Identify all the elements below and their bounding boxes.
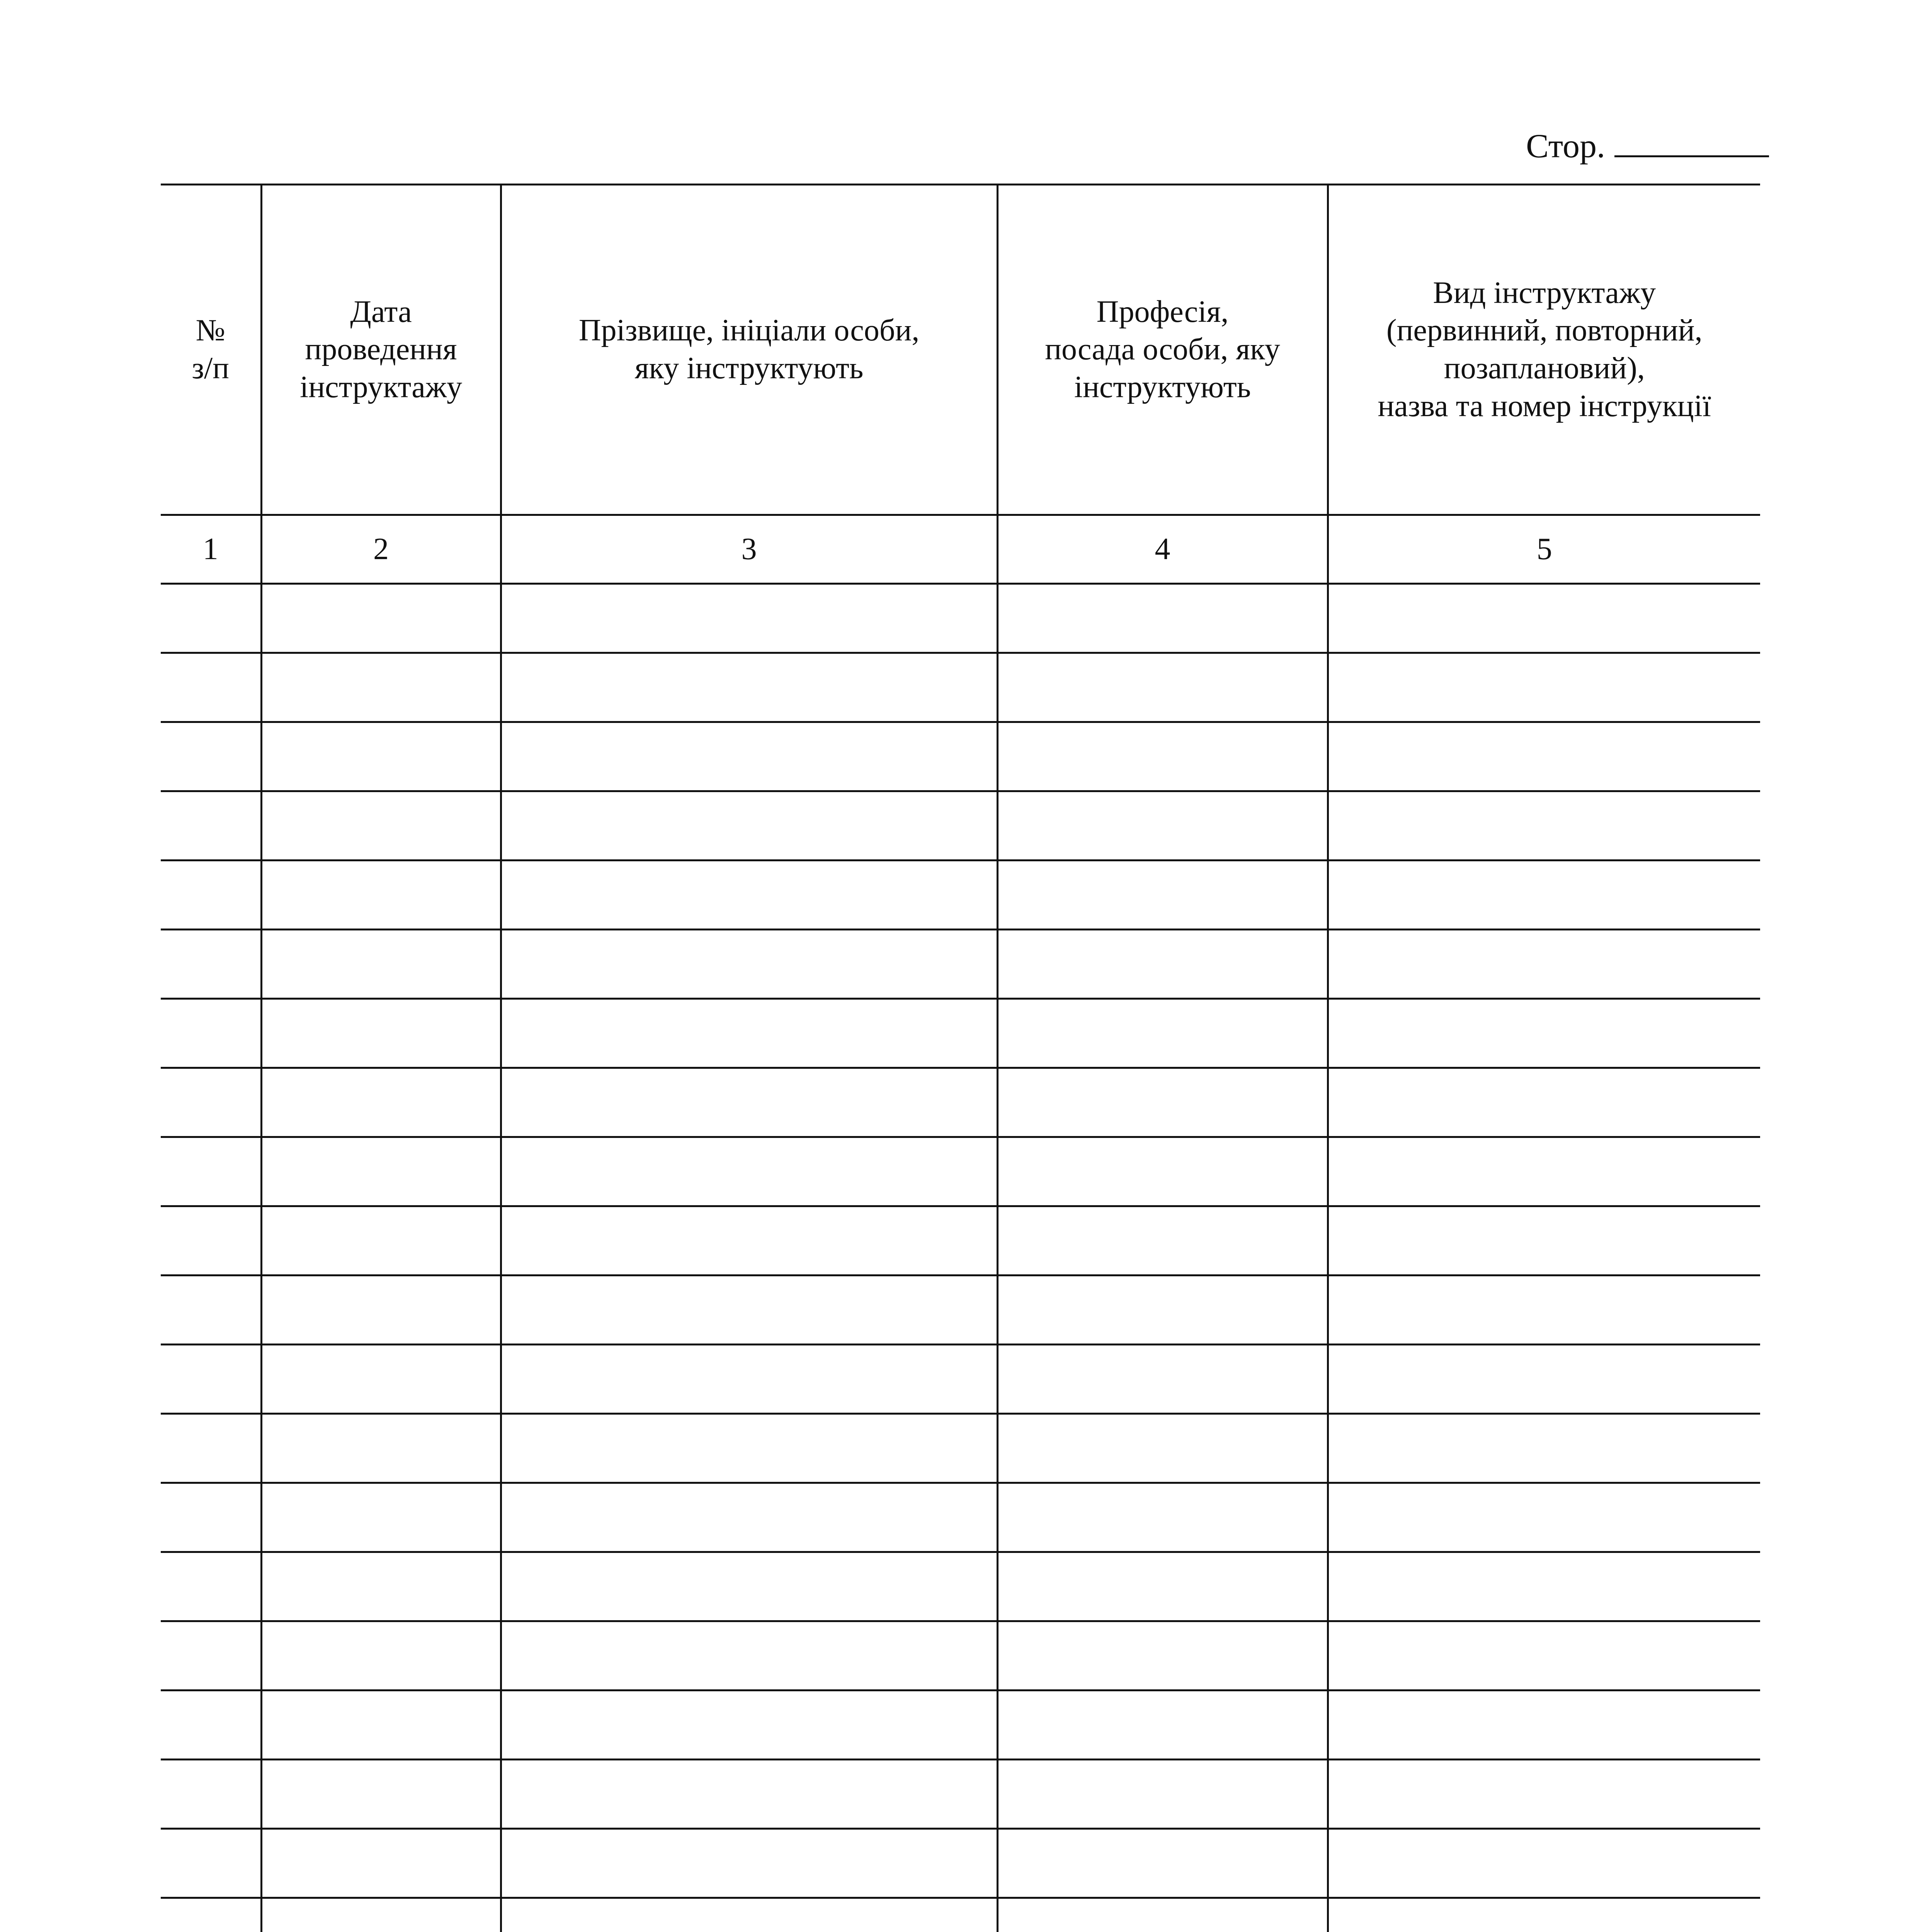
table-row [161,791,1760,861]
table-row [161,653,1760,722]
cell-profession [997,1276,1328,1345]
cell-name [501,1760,997,1829]
header-cell-number [161,185,261,515]
cell-date [261,1552,501,1621]
cell-profession [997,999,1328,1068]
cell-instruction-type [1328,1276,1760,1345]
page-number-label: Стор. [1526,128,1605,165]
cell-instruction-type [1328,584,1760,653]
header-cell-instruction-type [1328,185,1760,515]
cell-date [261,930,501,999]
instruction-journal-table [161,184,1760,1932]
header-number: № з/п [192,313,230,385]
cell-name [501,584,997,653]
cell-instruction-type [1328,1483,1760,1552]
cell-name [501,1276,997,1345]
cell-profession [997,1206,1328,1276]
cell-name [501,1483,997,1552]
cell-profession [997,584,1328,653]
cell-profession [997,653,1328,722]
cell-instruction-type [1328,861,1760,930]
cell-number [161,1414,261,1483]
cell-date [261,1898,501,1932]
cell-instruction-type [1328,722,1760,791]
header-profession: Професія, посада особи, яку інструктують [1045,294,1280,404]
header-cell-profession [997,185,1328,515]
cell-instruction-type [1328,1621,1760,1690]
cell-name [501,722,997,791]
cell-date [261,1690,501,1760]
table-row [161,1206,1760,1276]
table-row [161,861,1760,930]
cell-profession [997,1690,1328,1760]
journal-body [161,584,1760,1932]
cell-name [501,1898,997,1932]
header-cell-date [261,185,501,515]
page-number-blank [1614,155,1769,157]
table-row [161,1068,1760,1137]
cell-profession [997,1829,1328,1898]
table-row [161,1483,1760,1552]
cell-instruction-type [1328,999,1760,1068]
cell-instruction-type [1328,1552,1760,1621]
cell-instruction-type [1328,1068,1760,1137]
cell-number [161,1137,261,1206]
table-row [161,722,1760,791]
cell-profession [997,1898,1328,1932]
cell-number [161,930,261,999]
cell-number [161,1276,261,1345]
cell-profession [997,1483,1328,1552]
cell-name [501,999,997,1068]
cell-profession [997,1345,1328,1414]
cell-number [161,861,261,930]
column-number-1: 1 [161,515,261,584]
cell-date [261,653,501,722]
column-number-2: 2 [261,515,501,584]
table-row [161,1137,1760,1206]
cell-name [501,653,997,722]
cell-instruction-type [1328,1829,1760,1898]
cell-number [161,1898,261,1932]
cell-name [501,1621,997,1690]
cell-name [501,1137,997,1206]
cell-profession [997,1414,1328,1483]
cell-number [161,1206,261,1276]
header-date: Дата проведення інструктажу [300,294,462,404]
table-row [161,1621,1760,1690]
cell-name [501,1345,997,1414]
cell-number [161,1483,261,1552]
cell-date [261,1276,501,1345]
cell-name [501,1068,997,1137]
table-row [161,999,1760,1068]
table-row [161,1345,1760,1414]
cell-profession [997,930,1328,999]
cell-number [161,1829,261,1898]
cell-instruction-type [1328,1206,1760,1276]
table-row [161,584,1760,653]
cell-profession [997,791,1328,861]
cell-profession [997,1068,1328,1137]
cell-number [161,1621,261,1690]
header-name: Прізвище, ініціали особи, яку інструктують [578,313,920,385]
cell-profession [997,1621,1328,1690]
header-row [161,185,1760,515]
cell-instruction-type [1328,1898,1760,1932]
cell-instruction-type [1328,1345,1760,1414]
cell-number [161,1760,261,1829]
cell-date [261,1483,501,1552]
cell-date [261,1068,501,1137]
cell-profession [997,1760,1328,1829]
column-number-4: 4 [997,515,1328,584]
cell-date [261,1206,501,1276]
cell-date [261,1760,501,1829]
table-row [161,1690,1760,1760]
cell-instruction-type [1328,1137,1760,1206]
cell-number [161,584,261,653]
table-row [161,1829,1760,1898]
cell-number [161,791,261,861]
cell-date [261,584,501,653]
cell-instruction-type [1328,653,1760,722]
cell-name [501,861,997,930]
cell-instruction-type [1328,930,1760,999]
cell-name [501,1414,997,1483]
column-number-row [161,515,1760,584]
cell-date [261,999,501,1068]
cell-name [501,791,997,861]
cell-number [161,999,261,1068]
cell-number [161,722,261,791]
header-instruction-type: Вид інструктажу (первинний, повторний, позаплановий), назва та номер інструкції [1378,276,1711,423]
cell-name [501,1690,997,1760]
cell-number [161,1345,261,1414]
table-row [161,1276,1760,1345]
table-row [161,1898,1760,1932]
table-row [161,930,1760,999]
cell-date [261,1137,501,1206]
cell-profession [997,861,1328,930]
cell-date [261,722,501,791]
header-cell-name [501,185,997,515]
cell-profession [997,722,1328,791]
column-number-5: 5 [1328,515,1760,584]
cell-number [161,1690,261,1760]
table-row [161,1414,1760,1483]
cell-number [161,1552,261,1621]
cell-profession [997,1137,1328,1206]
cell-name [501,1552,997,1621]
cell-name [501,1206,997,1276]
cell-number [161,653,261,722]
column-number-3: 3 [501,515,997,584]
cell-date [261,1829,501,1898]
cell-date [261,1621,501,1690]
cell-profession [997,1552,1328,1621]
cell-date [261,1345,501,1414]
cell-instruction-type [1328,1690,1760,1760]
page-number [1526,129,1769,163]
cell-name [501,1829,997,1898]
cell-date [261,791,501,861]
cell-number [161,1068,261,1137]
cell-name [501,930,997,999]
cell-date [261,861,501,930]
cell-instruction-type [1328,791,1760,861]
cell-date [261,1414,501,1483]
table-row [161,1760,1760,1829]
cell-instruction-type [1328,1760,1760,1829]
table-row [161,1552,1760,1621]
cell-instruction-type [1328,1414,1760,1483]
